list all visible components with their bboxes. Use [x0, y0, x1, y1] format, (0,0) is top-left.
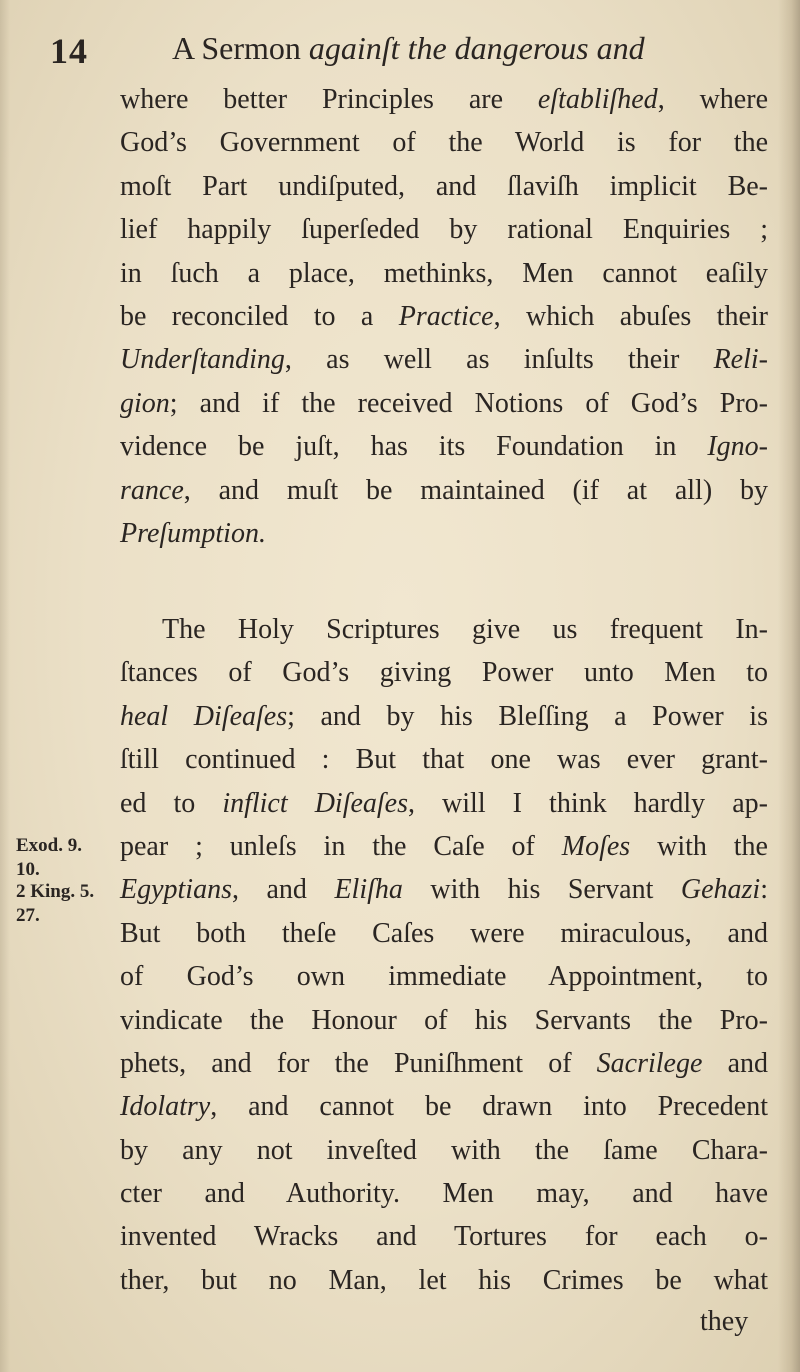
text-run: with the [630, 830, 768, 862]
text-line [120, 1042, 768, 1085]
text-line [120, 825, 768, 868]
text-run: be reconciled to a [120, 300, 399, 332]
text-run: vidence be juſt, has its Foundation in [120, 431, 708, 463]
text-line [120, 165, 768, 208]
text-run: : [760, 874, 768, 906]
page-left-shadow [0, 0, 10, 1372]
text-run: ſtill continued : But that one was ever grant- [120, 744, 768, 776]
margin-note-kings: 2 King. 5. [16, 881, 95, 902]
text-line [120, 121, 768, 164]
italic-text: Reli- [713, 344, 768, 376]
text-run: But both theſe Caſes were miraculous, and [120, 917, 768, 949]
page-number: 14 [50, 31, 88, 71]
italic-text: Igno- [707, 431, 768, 463]
italic-text: Underſtanding [120, 344, 285, 376]
text-run: lief happily ſuperſeded by rational Enquiries ; [120, 214, 768, 246]
text-run: God’s Government of the World is for the [120, 127, 768, 159]
italic-text: inflict Diſeaſes [222, 787, 408, 819]
text-run: ther, but no Man, let his Crimes be what [120, 1264, 768, 1296]
italic-text: Gehazi [680, 874, 761, 906]
text-run: phets, and for the Puniſhment of [120, 1047, 597, 1079]
running-title-italic: againſt the dangerous and [300, 30, 645, 66]
text-run: , and cannot be drawn into Precedent [210, 1091, 768, 1123]
text-line [120, 338, 768, 381]
text-run: with his Servant [402, 874, 681, 906]
text-run: pear ; unleſs in the Caſe of [120, 830, 562, 862]
text-run: , which abuſes their [493, 300, 768, 332]
text-run: moſt Part undiſputed, and ſlaviſh implicit Be- [120, 170, 768, 202]
text-line [120, 1172, 768, 1215]
text-line [120, 425, 768, 468]
italic-text: Preſumption. [120, 517, 266, 549]
italic-text: Sacrilege [596, 1047, 703, 1079]
text-run: invented Wracks and Tortures for each o- [120, 1221, 768, 1253]
italic-text: Eliſha [334, 874, 403, 906]
italic-text: Practice [398, 300, 494, 332]
text-line [120, 252, 768, 295]
text-run: ; and by his Bleſſing a Power is [287, 700, 768, 732]
text-run: where better Principles are [120, 84, 538, 115]
margin-note-exodus: Exod. 9. [16, 835, 82, 856]
text-line [120, 295, 768, 338]
paragraph-1 [120, 78, 768, 555]
text-run: ſtances of God’s giving Power unto Men to [120, 657, 768, 689]
italic-text: Egyptians [120, 874, 232, 906]
text-run: of God’s own immediate Appointment, to [120, 961, 768, 993]
text-run: vindicate the Honour of his Servants the Pro- [120, 1004, 768, 1036]
running-title [172, 30, 645, 67]
text-line [120, 955, 768, 998]
text-run: The Holy Scriptures give us frequent In- [162, 614, 768, 645]
text-line [120, 1259, 768, 1302]
text-run: and [702, 1047, 768, 1079]
text-run: , will I think hardly ap- [408, 787, 768, 819]
text-run: by any not inveſted with the ſame Chara- [120, 1134, 768, 1166]
running-title-roman: A Sermon [172, 30, 301, 66]
catchword: they [700, 1306, 749, 1337]
paragraph-2 [120, 608, 768, 1302]
text-line [120, 1085, 768, 1128]
italic-text: heal Diſeaſes [120, 700, 288, 732]
italic-text: Moſes [561, 830, 631, 862]
margin-note-exodus-verse: 10. [16, 859, 40, 880]
text-run: , where [657, 84, 768, 115]
text-line [120, 382, 768, 425]
italic-text: gion [120, 387, 170, 419]
text-run: ed to [120, 787, 223, 819]
text-run: cter and Authority. Men may, and have [120, 1178, 768, 1210]
page-right-shadow [778, 0, 800, 1372]
running-head [0, 28, 800, 74]
text-run: ; and if the received Notions of God’s Pro- [169, 387, 768, 419]
text-line [120, 782, 768, 825]
text-run: , and muſt be maintained (if at all) by [183, 474, 768, 506]
text-line [120, 1129, 768, 1172]
italic-text: eſtabliſhed [537, 84, 658, 115]
text-run: , and [232, 874, 335, 906]
text-line [120, 469, 768, 512]
text-line [120, 608, 768, 651]
text-line [120, 912, 768, 955]
text-line [120, 999, 768, 1042]
text-line [120, 78, 768, 121]
text-line [120, 738, 768, 781]
margin-note-kings-verse: 27. [16, 905, 40, 926]
text-line [120, 512, 768, 555]
italic-text: rance [120, 474, 184, 506]
text-line [120, 868, 768, 911]
text-line [120, 651, 768, 694]
italic-text: Idolatry [120, 1091, 211, 1123]
text-line [120, 1215, 768, 1258]
text-line [120, 695, 768, 738]
text-run: , as well as inſults their [284, 344, 714, 376]
text-line [120, 208, 768, 251]
text-run: in ſuch a place, methinks, Men cannot eaſily [120, 257, 768, 289]
